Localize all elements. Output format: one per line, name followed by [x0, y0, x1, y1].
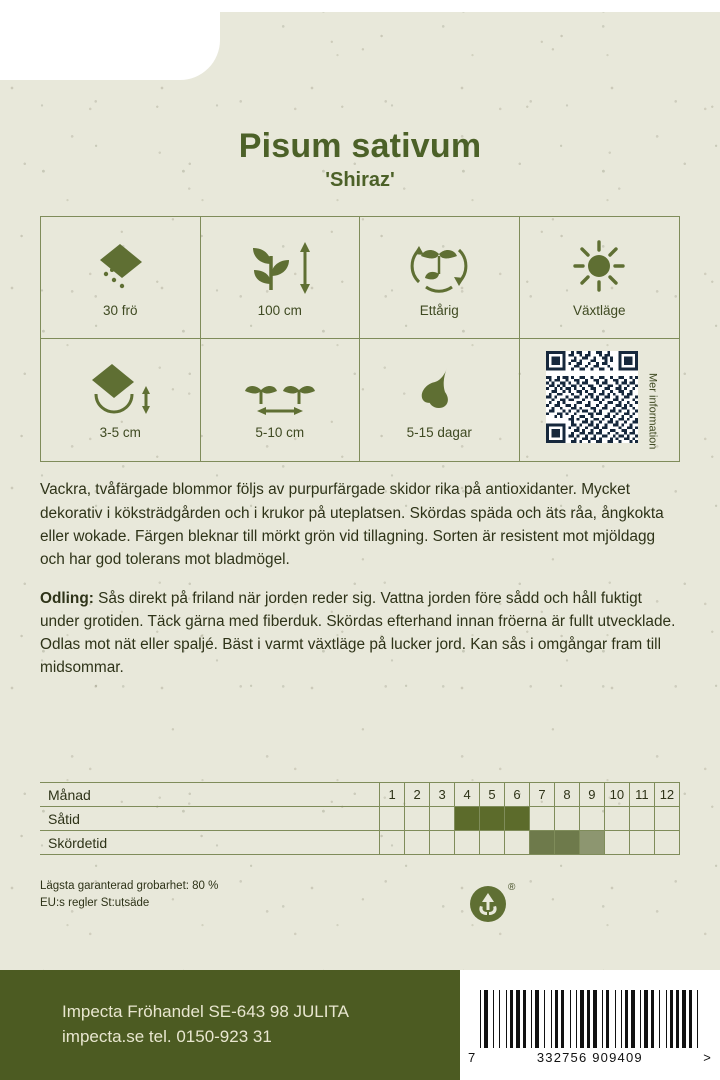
calendar-row-harvest: [40, 831, 680, 855]
plant-spacing-icon: [237, 353, 323, 423]
calendar-cell-sowing-6: [505, 807, 530, 831]
calendar-cell-harvest-5: [480, 831, 505, 855]
calendar-cell-harvest-7: [529, 831, 554, 855]
calendar-month-6: 6: [505, 783, 530, 807]
calendar-cell-harvest-4: [455, 831, 480, 855]
calendar-month-10: 10: [604, 783, 629, 807]
calendar-cell-sowing-1: [380, 807, 405, 831]
info-caption-more-information: Mer information: [646, 372, 659, 450]
title-block: [40, 0, 680, 192]
annual-lifecycle-icon: [406, 231, 472, 301]
info-cell-sowing-depth: [41, 339, 201, 461]
barcode-digit-right: >: [703, 1049, 712, 1065]
calendar-row-label-sowing: Såtid: [40, 807, 380, 831]
calendar-month-4: 4: [455, 783, 480, 807]
info-cell-more-information[interactable]: [520, 339, 680, 461]
barcode-digit-left: 7: [468, 1049, 477, 1065]
address-line-1: Impecta Fröhandel SE-643 98 JULITA: [62, 1002, 349, 1022]
calendar-month-12: 12: [654, 783, 679, 807]
cultivar-name: 'Shiraz': [325, 169, 395, 192]
calendar-header-label: Månad: [40, 783, 380, 807]
info-caption-height: 100 cm: [257, 303, 302, 319]
info-caption-spacing: 5-10 cm: [255, 425, 305, 441]
info-caption-position: Växtläge: [572, 303, 626, 319]
growing-text: Sås direkt på friland när jorden reder sig. Vattna jorden före sådd och håll fuktigt under grotiden. Täck gärna med fiberduk. Skördas efterhand innan fröerna är fullt utvecklade. Odlas mot nät eller spaljé. Bäst i varmt växtläge på lucker jord. Kan sås i omgångar fram till midsommar.: [40, 589, 676, 677]
calendar-row-label-harvest: Skördetid: [40, 831, 380, 855]
calendar-cell-harvest-1: [380, 831, 405, 855]
calendar-month-5: 5: [480, 783, 505, 807]
sowing-depth-icon: [82, 353, 158, 423]
calendar-cell-sowing-10: [604, 807, 629, 831]
calendar-month-1: 1: [380, 783, 405, 807]
germination-guarantee-text: Lägsta garanterad grobarhet: 80 %: [40, 880, 219, 892]
calendar-cell-harvest-10: [604, 831, 629, 855]
calendar-cell-sowing-8: [554, 807, 579, 831]
registered-trademark-mark: ®: [508, 882, 516, 893]
calendar-cell-sowing-3: [430, 807, 455, 831]
barcode-number: [466, 1048, 714, 1065]
info-cell-position: [520, 217, 680, 339]
calendar-month-7: 7: [529, 783, 554, 807]
icon-info-grid: [40, 216, 680, 462]
calendar-cell-harvest-3: [430, 831, 455, 855]
info-cell-seed-count: [41, 217, 201, 339]
eu-rules-text: EU:s regler St:utsäde: [40, 896, 150, 909]
calendar-month-2: 2: [405, 783, 430, 807]
plant-height-arrow-icon: [241, 231, 319, 301]
calendar-cell-harvest-9: [579, 831, 604, 855]
info-caption-sowing-depth: 3-5 cm: [99, 425, 141, 441]
info-cell-height: [201, 217, 361, 339]
sun-position-icon: [565, 231, 633, 301]
recycling-icon: [468, 884, 508, 924]
info-cell-germination: [360, 339, 520, 461]
barcode-area: [460, 970, 720, 1080]
calendar-cell-sowing-5: [480, 807, 505, 831]
info-cell-spacing: [201, 339, 361, 461]
calendar-header-row: [40, 783, 680, 807]
calendar-cell-harvest-12: [654, 831, 679, 855]
calendar-cell-sowing-7: [529, 807, 554, 831]
calendar-cell-sowing-11: [629, 807, 654, 831]
info-caption-seed-count: 30 frö: [102, 303, 138, 319]
address-line-2: impecta.se tel. 0150-923 31: [62, 1027, 272, 1046]
calendar-month-3: 3: [430, 783, 455, 807]
growing-label: Odling:: [40, 589, 94, 607]
barcode-icon: [480, 990, 701, 1048]
sowing-harvest-calendar: [40, 782, 680, 855]
calendar-cell-sowing-2: [405, 807, 430, 831]
species-name: Pisum sativum: [238, 127, 482, 165]
calendar-cell-sowing-4: [455, 807, 480, 831]
company-address: [0, 1000, 460, 1049]
barcode-digits-main: 332756 909409: [536, 1049, 643, 1065]
footnotes: [40, 878, 218, 911]
calendar-cell-harvest-11: [629, 831, 654, 855]
calendar-cell-harvest-6: [505, 831, 530, 855]
calendar-cell-sowing-9: [579, 807, 604, 831]
info-caption-lifecycle: Ettårig: [419, 303, 459, 319]
qr-code-icon[interactable]: [546, 351, 638, 449]
info-caption-germination: 5-15 dagar: [406, 425, 472, 441]
calendar-cell-harvest-8: [554, 831, 579, 855]
calendar-month-9: 9: [579, 783, 604, 807]
calendar-cell-sowing-12: [654, 807, 679, 831]
growing-instructions: [40, 587, 680, 679]
footer-bar: [0, 970, 720, 1080]
calendar-month-8: 8: [554, 783, 579, 807]
calendar-month-11: 11: [629, 783, 654, 807]
description-text: Vackra, tvåfärgade blommor följs av purpurfärgade skidor rika på antioxidanter. Mycket dekorativ i köksträdgården och i krukor på uteplatsen. Skördas späda och äts råa, ångkokta eller wokade. Färgen bleknar till mörkt grön vid tillagning. Sorten är resistent mot mjöldagg och har god tolerans mot bladmögel.: [40, 481, 664, 568]
seed-packet-pouring-icon: [88, 231, 152, 301]
germination-sprout-icon: [407, 353, 471, 423]
info-cell-lifecycle: [360, 217, 520, 339]
calendar-cell-harvest-2: [405, 831, 430, 855]
calendar-row-sowing: [40, 807, 680, 831]
